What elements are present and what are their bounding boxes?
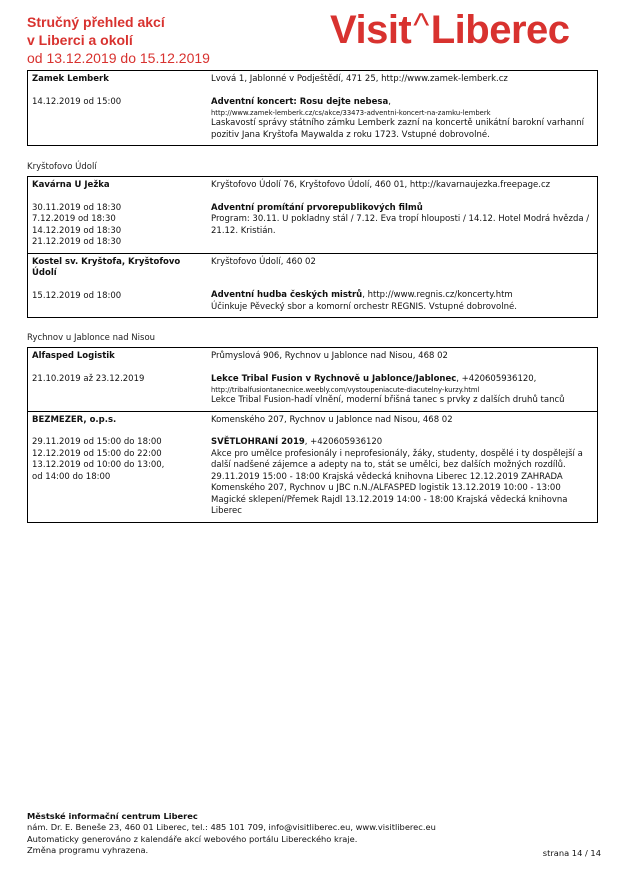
logo-text-visit: Visit <box>330 8 412 52</box>
event-dates: 21.10.2019 až 23.12.2019 <box>32 373 145 384</box>
venue-address: Komenského 207, Rychnov u Jablonce nad Nisou, 468 02 <box>211 414 453 425</box>
table-row <box>28 71 597 145</box>
section-rychnov <box>27 332 598 523</box>
event-dates: 30.11.2019 od 18:30 7.12.2019 od 18:30 14.12.2019 od 18:30 21.12.2019 od 18:30 <box>32 202 122 247</box>
footer-note-generated: Automaticky generováno z kalendáře akcí webového portálu Libereckého kraje. <box>27 833 358 844</box>
header-title-line1: Stručný přehled akcí <box>27 14 165 30</box>
event-url-link[interactable]: http://tribalfusiontanecnice.weebly.com/vystoupeniacute-diacutelny-kurzy.html <box>211 386 480 394</box>
footer-contact: nám. Dr. E. Beneše 23, 460 01 Liberec, tel.: 485 101 709, info@visitliberec.eu, www.visitliberec.eu <box>27 822 436 833</box>
venue-address: Kryštofovo Údolí, 460 02 <box>211 256 316 267</box>
table-row <box>28 177 597 253</box>
event-title: Adventní hudba českých mistrů <box>211 290 363 300</box>
venue-address: Průmyslová 906, Rychnov u Jablonce nad Nisou, 468 02 <box>211 351 448 361</box>
event-title-suffix: , +420605936120 <box>304 437 383 447</box>
logo-caret-icon: ^ <box>413 7 429 45</box>
document-header <box>27 13 210 67</box>
event-title-suffix: , http://www.regnis.cz/koncerty.htm <box>362 290 513 300</box>
venue-address: Lvová 1, Jablonné v Podještědí, 471 25, http://www.zamek-lemberk.cz <box>211 74 508 84</box>
venue-address: Kryštofovo Údolí 76, Kryštofovo Údolí, 460 01, http://kavarnaujezka.freepage.cz <box>211 180 551 190</box>
event-dates: 29.11.2019 od 15:00 do 18:00 12.12.2019 od 15:00 do 22:00 13.12.2019 od 10:00 do 13:00, od 14:00 do 18:00 <box>32 437 165 482</box>
event-url-link[interactable]: http://www.zamek-lemberk.cz/cs/akce/33473-adventni-koncert-na-zamku-lemberk <box>211 109 491 117</box>
page-number: strana 14 / 14 <box>542 848 601 858</box>
table-row <box>28 253 597 318</box>
event-description: Účinkuje Pěvecký sbor a komorní orchestr REGNIS. Vstupné dobrovolné. <box>211 301 517 312</box>
event-description: Lekce Tribal Fusion-hadí vlnění, moderní břišná tanec s prvky z dalších druhů tanců <box>211 395 565 405</box>
document-footer <box>27 811 436 856</box>
header-title-line2: v Liberci a okolí <box>27 32 133 48</box>
events-table <box>27 70 598 146</box>
visit-liberec-logo <box>330 8 570 53</box>
section-lemberk <box>27 70 598 146</box>
event-title: Adventní promítání prvorepublikových filmů <box>211 202 423 213</box>
venue-name: Kavárna U Ježka <box>32 180 110 190</box>
events-table <box>27 176 598 318</box>
section-krystofovo-udoli <box>27 161 598 318</box>
section-label: Rychnov u Jablonce nad Nisou <box>27 333 156 343</box>
event-title-suffix: , +420605936120, <box>456 373 537 384</box>
event-description: Program: 30.11. U pokladny stál / 7.12. Eva tropí hlouposti / 14.12. Hotel Modrá hvězda / 21.12. Kristián. <box>211 214 590 236</box>
event-dates: 15.12.2019 od 18:00 <box>32 290 122 301</box>
footer-org-name: Městské informační centrum Liberec <box>27 811 198 821</box>
event-title: Lekce Tribal Fusion v Rychnově u Jablonce/Jablonec <box>211 373 457 384</box>
event-description: Akce pro umělce profesionály i neprofesionály, žáky, studenty, dospělé i ty dospělejší a další nadšené zájemce a adepty na to, stát se umělci, bez dalších možných rozdílů. 29.11.2019 15:00 - 18:00 Krajská vědecká knihovna Liberec 12.12.2019 ZAHRADA Komenského 207, Rychnov u JBC n.N./ALFASPED logistik 13.12.2019 10:00 - 13:00 Magické sklepení/Přemek Rajdl 13.12.2019 14:00 - 18:00 Krajská vědecká knihovna Liberec <box>211 448 583 516</box>
venue-name: Alfasped Logistik <box>32 351 115 361</box>
footer-note-changes: Změna programu vyhrazena. <box>27 844 149 855</box>
section-label: Kryštofovo Údolí <box>27 162 97 172</box>
event-description: Laskavostí správy státního zámku Lemberk zazní na koncertě unikátní barokní varhanní pozitiv Jana Kryštofa Maywalda z roku 1723. Vstupné dobrovolné. <box>211 118 585 140</box>
table-row <box>28 348 597 411</box>
venue-name: BEZMEZER, o.p.s. <box>32 414 117 425</box>
venue-name: Zamek Lemberk <box>32 74 109 84</box>
venue-name: Kostel sv. Kryštofa, Kryštofovo Údolí <box>32 256 181 278</box>
header-date-range: od 13.12.2019 do 15.12.2019 <box>27 50 210 66</box>
table-row <box>28 411 597 522</box>
events-table <box>27 347 598 523</box>
event-title: SVĚTLOHRANÍ 2019 <box>211 437 305 447</box>
event-dates: 14.12.2019 od 15:00 <box>32 96 122 107</box>
logo-text-liberec: Liberec <box>430 8 570 52</box>
event-title: Adventní koncert: Rosu dejte nebesa <box>211 96 389 107</box>
event-title-suffix: , <box>388 96 391 107</box>
